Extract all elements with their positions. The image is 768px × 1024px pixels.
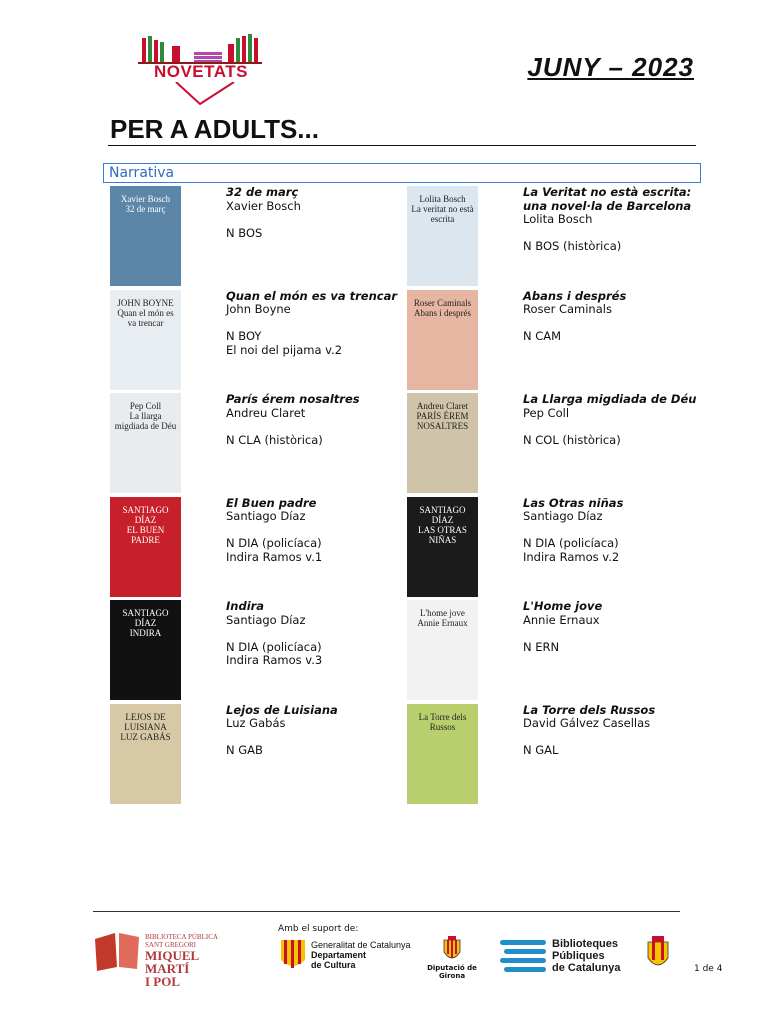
book-info — [226, 600, 400, 668]
logo-text: NOVETATS — [153, 62, 249, 81]
book-call-number: N CAM — [523, 329, 562, 343]
book-cover-text: LEJOS DE LUISIANA LUZ GABÁS — [120, 711, 171, 742]
book-entry — [110, 290, 400, 390]
book-entry — [110, 393, 400, 493]
book-author: Pep Coll — [523, 405, 570, 420]
book-cover — [407, 497, 478, 597]
book-call-number: N ERN — [523, 639, 560, 654]
book-author: John Boyne — [226, 302, 291, 316]
book-cover-text: SANTIAGO DÍAZ EL BUEN PADRE — [122, 504, 169, 545]
book-author: Luz Gabás — [226, 716, 286, 730]
book-cover — [407, 290, 478, 390]
generalitat-line-3: de Cultura — [311, 960, 356, 970]
book-entry — [407, 186, 697, 286]
book-info — [523, 393, 697, 447]
bpc-line-3: de Catalunya — [552, 962, 621, 974]
book-cover-text: Xavier Bosch 32 de març — [120, 194, 171, 214]
book-title: Abans i després — [523, 288, 627, 303]
section-title: PER A ADULTS... — [110, 114, 319, 144]
book-cover — [110, 290, 181, 390]
book-cover — [110, 186, 181, 286]
book-title: París érem nosaltres — [226, 392, 360, 406]
book-cover-text: Lolita Bosch La veritat no està escrita — [411, 194, 474, 224]
ajuntament-logo — [640, 936, 676, 980]
book-info — [226, 393, 400, 447]
book-cover — [407, 393, 478, 493]
book-info — [523, 186, 697, 254]
book-cover-text: Andreu Claret PARÍS ÉREM NOSALTRES — [416, 401, 469, 431]
book-author: Roser Caminals — [523, 302, 612, 316]
book-author: Santiago Díaz — [523, 509, 603, 523]
book-call-number: N GAL — [523, 743, 559, 757]
book-cover-text: SANTIAGO DÍAZ LAS OTRAS NIÑAS — [418, 504, 467, 545]
book-title: La Veritat no està escrita: una novel·la de Barcelona — [523, 185, 692, 213]
book-call-number: N CLA (històrica) — [226, 432, 323, 447]
novetats-logo — [138, 32, 266, 106]
book-series-note: Indira Ramos v.3 — [226, 653, 323, 667]
library-line-5: I POL — [145, 974, 181, 989]
book-author: Lolita Bosch — [523, 212, 593, 226]
diputacio-label: Diputació de Girona — [427, 964, 477, 980]
book-entry — [407, 290, 697, 390]
book-title: La Llarga migdiada de Déu — [523, 392, 697, 406]
coat-of-arms-icon — [442, 936, 462, 964]
logo-v-shape — [138, 82, 266, 108]
book-author: Andreu Claret — [226, 405, 306, 420]
senyera-icon — [280, 938, 306, 972]
open-book-icon — [93, 927, 143, 973]
book-info — [523, 497, 697, 565]
book-cover-text: La Torre dels Russos — [418, 711, 467, 732]
bpc-stripes-icon — [500, 936, 550, 976]
book-entry — [407, 393, 697, 493]
book-cover-text: Pep Coll La llarga migdiada de Déu — [114, 401, 177, 431]
book-title: El Buen padre — [226, 495, 317, 510]
book-call-number: N DIA (policíaca) — [523, 536, 619, 550]
book-title: Lejos de Luisiana — [226, 702, 338, 717]
library-line-1: BIBLIOTECA PÚBLICA — [145, 933, 218, 941]
book-entry — [110, 497, 400, 597]
bookshelf-icon — [138, 32, 266, 66]
book-cover — [110, 600, 181, 700]
book-author: Santiago Díaz — [226, 612, 306, 627]
book-series-note: Indira Ramos v.1 — [226, 549, 323, 564]
book-entry — [110, 704, 400, 804]
book-cover — [110, 704, 181, 804]
generalitat-logo — [280, 938, 420, 978]
book-author: David Gálvez Casellas — [523, 716, 651, 730]
book-title: La Torre dels Russos — [523, 702, 656, 717]
book-call-number: N DIA (policíaca) — [226, 536, 322, 550]
book-series-note: El noi del pijama v.2 — [226, 342, 343, 357]
book-call-number: N BOY — [226, 329, 262, 343]
bpc-line-1: Biblioteques — [552, 938, 619, 950]
generalitat-line-1: Generalitat de Catalunya — [311, 940, 411, 950]
library-line-4: MARTÍ — [145, 961, 190, 976]
bpc-line-2: Públiques — [552, 950, 605, 962]
book-author: Annie Ernaux — [523, 612, 600, 627]
book-entry — [110, 600, 400, 700]
book-title: Indira — [226, 599, 265, 613]
book-call-number: N COL (històrica) — [523, 432, 621, 447]
book-entry — [407, 497, 697, 597]
book-call-number: N BOS (històrica) — [523, 239, 622, 253]
book-cover — [407, 704, 478, 804]
diputacio-logo — [416, 936, 488, 980]
book-cover — [110, 497, 181, 597]
title-divider — [108, 145, 696, 146]
book-cover-text: Roser Caminals Abans i després — [413, 297, 472, 318]
book-cover-text: SANTIAGO DÍAZ INDIRA — [122, 608, 169, 638]
book-info — [226, 497, 400, 565]
book-info — [226, 704, 400, 758]
book-author: Santiago Díaz — [226, 509, 306, 523]
month-heading: JUNY – 2023 — [527, 52, 694, 82]
book-info — [226, 290, 400, 358]
book-info — [523, 290, 697, 344]
book-title: Quan el món es va trencar — [226, 288, 398, 303]
book-info — [226, 186, 400, 240]
book-info — [523, 600, 697, 654]
book-cover-text: JOHN BOYNE Quan el món es va trencar — [117, 297, 174, 328]
book-cover — [407, 186, 478, 286]
book-title: Las Otras niñas — [523, 495, 624, 510]
book-entry — [110, 186, 400, 286]
town-crest-icon — [640, 936, 676, 976]
book-cover — [110, 393, 181, 493]
library-line-2: SANT GREGORI — [145, 941, 197, 949]
support-label: Amb el suport de: — [278, 924, 359, 934]
book-title: 32 de març — [226, 185, 299, 199]
book-call-number: N DIA (policíaca) — [226, 639, 322, 654]
library-logo — [93, 927, 223, 989]
book-cover-text: L'home jove Annie Ernaux — [417, 608, 468, 628]
book-series-note: Indira Ramos v.2 — [523, 549, 620, 564]
book-author: Xavier Bosch — [226, 198, 301, 213]
footer-divider — [93, 911, 680, 912]
book-title: L'Home jove — [523, 599, 603, 613]
book-call-number: N GAB — [226, 743, 263, 757]
generalitat-line-2: Departament — [311, 950, 367, 960]
page-number: 1 de 4 — [694, 964, 723, 974]
book-call-number: N BOS — [226, 225, 263, 240]
genre-label: Narrativa — [109, 165, 175, 181]
book-cover — [407, 600, 478, 700]
book-entry — [407, 704, 697, 804]
book-entry — [407, 600, 697, 700]
bpc-logo — [500, 936, 630, 980]
book-info — [523, 704, 697, 758]
library-line-3: MIQUEL — [145, 948, 200, 963]
genre-heading-box — [103, 163, 701, 183]
